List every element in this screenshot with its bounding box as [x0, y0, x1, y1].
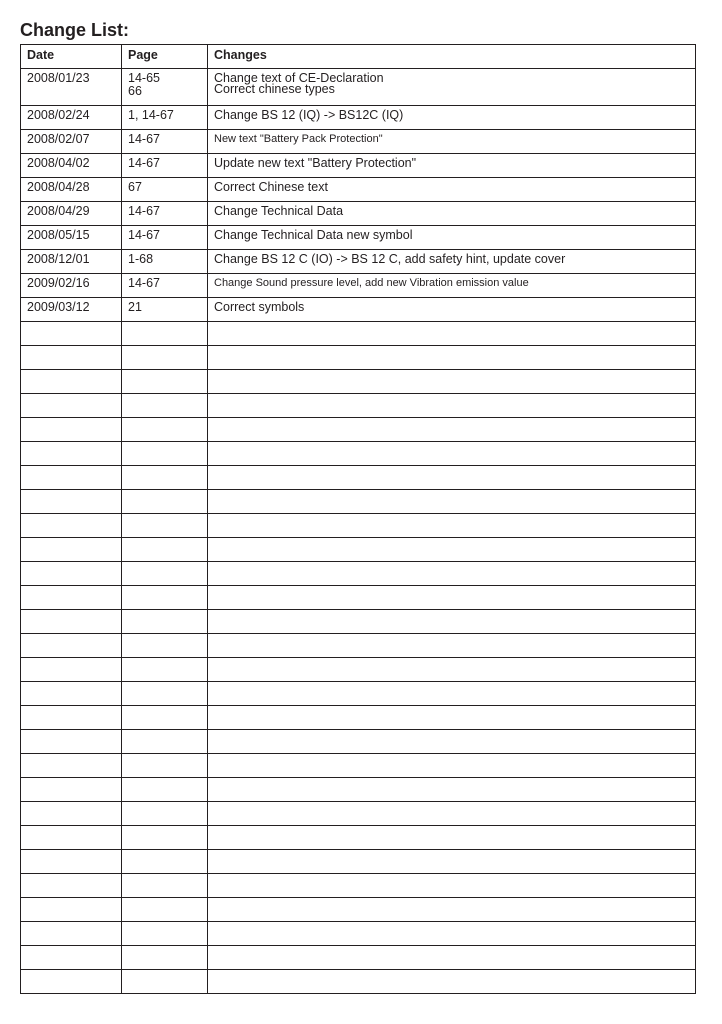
table-row	[21, 226, 696, 250]
changes-cell: Update new text "Battery Protection"	[208, 154, 696, 178]
date-cell: 2008/04/29	[21, 202, 122, 226]
empty-cell	[122, 346, 208, 370]
empty-table-row	[21, 898, 696, 922]
empty-table-row	[21, 922, 696, 946]
column-header-changes: Changes	[208, 45, 696, 69]
table-row	[21, 154, 696, 178]
page-cell: 14-65 66	[122, 69, 208, 106]
page-cell: 1, 14-67	[122, 106, 208, 130]
empty-cell	[208, 418, 696, 442]
empty-table-row	[21, 322, 696, 346]
empty-cell	[122, 802, 208, 826]
table-row	[21, 69, 696, 106]
empty-cell	[122, 730, 208, 754]
empty-cell	[21, 346, 122, 370]
empty-table-row	[21, 850, 696, 874]
empty-cell	[122, 778, 208, 802]
empty-cell	[122, 514, 208, 538]
empty-table-row	[21, 586, 696, 610]
empty-table-row	[21, 370, 696, 394]
empty-cell	[122, 682, 208, 706]
changes-cell: Correct symbols	[208, 298, 696, 322]
empty-table-row	[21, 466, 696, 490]
empty-cell	[21, 370, 122, 394]
page-title: Change List:	[20, 20, 130, 40]
empty-cell	[21, 634, 122, 658]
empty-table-row	[21, 634, 696, 658]
date-cell: 2008/02/24	[21, 106, 122, 130]
empty-cell	[208, 946, 696, 970]
column-header-page: Page	[122, 45, 208, 69]
empty-cell	[122, 874, 208, 898]
empty-cell	[208, 730, 696, 754]
empty-cell	[208, 538, 696, 562]
table-row	[21, 250, 696, 274]
empty-table-row	[21, 730, 696, 754]
empty-table-row	[21, 346, 696, 370]
empty-cell	[21, 778, 122, 802]
empty-cell	[21, 490, 122, 514]
empty-cell	[21, 466, 122, 490]
empty-table-row	[21, 778, 696, 802]
date-cell: 2008/02/07	[21, 130, 122, 154]
table-header-row	[21, 45, 696, 69]
page-cell: 14-67	[122, 226, 208, 250]
empty-cell	[208, 586, 696, 610]
empty-cell	[208, 682, 696, 706]
empty-cell	[122, 586, 208, 610]
changes-cell: Change BS 12 C (IO) -> BS 12 C, add safety hint, update cover	[208, 250, 696, 274]
empty-cell	[21, 658, 122, 682]
date-cell: 2008/05/15	[21, 226, 122, 250]
empty-table-row	[21, 874, 696, 898]
empty-cell	[21, 802, 122, 826]
changes-cell: Change text of CE-Declaration Correct chinese types	[208, 69, 696, 106]
empty-cell	[21, 442, 122, 466]
empty-table-row	[21, 418, 696, 442]
empty-cell	[208, 826, 696, 850]
empty-table-row	[21, 490, 696, 514]
date-cell: 2009/03/12	[21, 298, 122, 322]
empty-cell	[21, 418, 122, 442]
empty-cell	[208, 370, 696, 394]
empty-cell	[21, 562, 122, 586]
empty-cell	[21, 826, 122, 850]
empty-cell	[21, 538, 122, 562]
empty-table-row	[21, 754, 696, 778]
empty-cell	[208, 802, 696, 826]
empty-table-row	[21, 706, 696, 730]
empty-table-row	[21, 802, 696, 826]
empty-cell	[122, 634, 208, 658]
change-list-table	[20, 44, 696, 994]
empty-cell	[208, 970, 696, 994]
empty-cell	[122, 418, 208, 442]
empty-cell	[122, 322, 208, 346]
empty-table-row	[21, 658, 696, 682]
empty-table-row	[21, 610, 696, 634]
empty-cell	[208, 610, 696, 634]
empty-cell	[208, 850, 696, 874]
empty-cell	[208, 490, 696, 514]
empty-cell	[208, 322, 696, 346]
empty-table-row	[21, 682, 696, 706]
empty-table-row	[21, 442, 696, 466]
empty-cell	[21, 610, 122, 634]
empty-cell	[122, 490, 208, 514]
empty-cell	[208, 874, 696, 898]
empty-table-row	[21, 826, 696, 850]
empty-cell	[122, 922, 208, 946]
page-cell: 1-68	[122, 250, 208, 274]
empty-cell	[208, 514, 696, 538]
empty-cell	[122, 850, 208, 874]
empty-cell	[21, 322, 122, 346]
empty-cell	[122, 946, 208, 970]
page-cell: 14-67	[122, 154, 208, 178]
empty-cell	[122, 658, 208, 682]
empty-cell	[21, 922, 122, 946]
column-header-date: Date	[21, 45, 122, 69]
empty-cell	[122, 370, 208, 394]
empty-cell	[122, 562, 208, 586]
empty-table-row	[21, 562, 696, 586]
empty-cell	[21, 586, 122, 610]
empty-cell	[122, 442, 208, 466]
empty-cell	[208, 562, 696, 586]
empty-cell	[21, 706, 122, 730]
empty-cell	[122, 754, 208, 778]
empty-cell	[208, 898, 696, 922]
empty-cell	[122, 826, 208, 850]
empty-cell	[208, 922, 696, 946]
table-row	[21, 106, 696, 130]
date-cell: 2008/04/02	[21, 154, 122, 178]
table-row	[21, 274, 696, 298]
empty-cell	[21, 970, 122, 994]
empty-table-row	[21, 946, 696, 970]
page-cell: 14-67	[122, 130, 208, 154]
table-body	[21, 69, 696, 994]
empty-cell	[122, 970, 208, 994]
empty-cell	[208, 394, 696, 418]
page-cell: 67	[122, 178, 208, 202]
empty-table-row	[21, 394, 696, 418]
empty-cell	[208, 346, 696, 370]
empty-cell	[122, 898, 208, 922]
empty-table-row	[21, 538, 696, 562]
changes-cell: Change Sound pressure level, add new Vibration emission value	[208, 274, 696, 298]
empty-cell	[21, 682, 122, 706]
changes-cell: Change BS 12 (IQ) -> BS12C (IQ)	[208, 106, 696, 130]
empty-cell	[122, 394, 208, 418]
empty-cell	[21, 874, 122, 898]
table-row	[21, 178, 696, 202]
date-cell: 2009/02/16	[21, 274, 122, 298]
empty-table-row	[21, 970, 696, 994]
empty-cell	[21, 946, 122, 970]
empty-table-row	[21, 514, 696, 538]
empty-cell	[208, 706, 696, 730]
empty-cell	[208, 442, 696, 466]
empty-cell	[21, 514, 122, 538]
changes-cell: Change Technical Data new symbol	[208, 226, 696, 250]
empty-cell	[208, 778, 696, 802]
empty-cell	[122, 610, 208, 634]
changes-cell: New text "Battery Pack Protection"	[208, 130, 696, 154]
empty-cell	[21, 898, 122, 922]
table-row	[21, 202, 696, 226]
changes-cell: Correct Chinese text	[208, 178, 696, 202]
page-cell: 14-67	[122, 202, 208, 226]
date-cell: 2008/12/01	[21, 250, 122, 274]
empty-cell	[122, 538, 208, 562]
date-cell: 2008/01/23	[21, 69, 122, 106]
empty-cell	[208, 658, 696, 682]
empty-cell	[122, 466, 208, 490]
empty-cell	[208, 466, 696, 490]
date-cell: 2008/04/28	[21, 178, 122, 202]
empty-cell	[122, 706, 208, 730]
empty-cell	[208, 634, 696, 658]
table-row	[21, 130, 696, 154]
table-row	[21, 298, 696, 322]
empty-cell	[21, 754, 122, 778]
changes-cell: Change Technical Data	[208, 202, 696, 226]
empty-cell	[208, 754, 696, 778]
page-cell: 14-67	[122, 274, 208, 298]
empty-cell	[21, 850, 122, 874]
empty-cell	[21, 730, 122, 754]
empty-cell	[21, 394, 122, 418]
page-cell: 21	[122, 298, 208, 322]
